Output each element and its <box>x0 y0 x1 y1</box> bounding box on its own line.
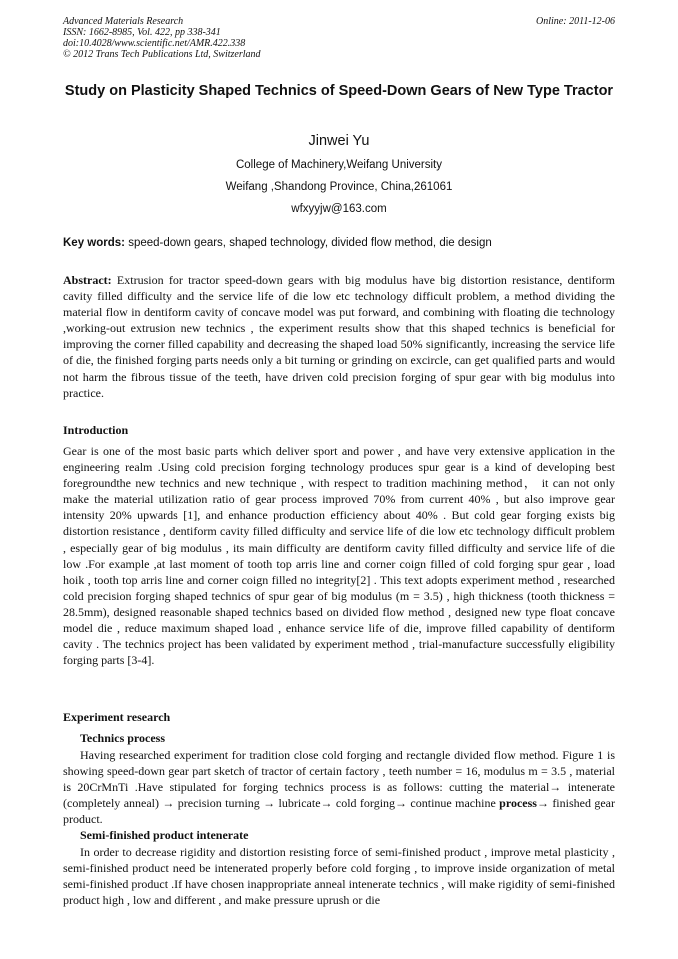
doi-line: doi:10.4028/www.scientific.net/AMR.422.338 <box>63 38 246 49</box>
introduction-heading: Introduction <box>63 423 129 437</box>
author-address: Weifang ,Shandong Province, China,261061 <box>225 181 453 193</box>
journal-meta <box>63 16 261 60</box>
technics-process-heading: Technics process <box>80 731 166 745</box>
journal-name: Advanced Materials Research <box>63 16 184 27</box>
experiment-heading: Experiment research <box>63 710 171 724</box>
online-date: Online: 2011-12-06 <box>536 16 615 27</box>
introduction-text: Gear is one of the most basic parts which deliver sport and power , and have very extensive application in the engineering realm .Using cold precision forging technology produces spur gear is a kind of developing best foregroundthe new technics and new technique , with respect to tradition machining method， it can not only make the material utilization ratio of gear process improved 70% from current 40% , but also improve gear intensity 20% upwards [1], and enhance production efficiency about 40% . But cold gear forging exists big distortion resistance , dentiform cavity filled difficulty and service life of die low etc technology difficult problem , especially gear of big modulus , its main difficulty are dentiform cavity filled difficulty and service life of die low .For example ,at last moment of tooth top arris line and corner coign filled of cold forging spur gear , load hoik , tooth top arris line and corner coign filled no integrity[2] . This text adopts experiment method , researched cold precision forging shaped technics of spur gear of big modulus (m = 3.5) , high thickness (tooth thickness = 28.5mm), designed reasonable shaped technics based on divided flow method , designed new type float concave model die , reduce maximum shaped load , enhance service life of die, improve filled capability of dentiform cavity . The technics project has been validated by experiment method , trial-manufacture successfully eligibility forging parts [3-4]. <box>63 444 615 668</box>
semi-finished-text: In order to decrease rigidity and distortion resisting force of semi-finished product , improve metal plasticity , semi-finished product need be intenerated properly before cold forging , to improve inside organization of metal semi-finished product .If have chosen inappropriate anneal intenerate technics , will make rigidity of semi-finished product high , low and different , and make pressure uprush or die <box>63 845 615 908</box>
abstract <box>63 272 615 401</box>
technics-process-text <box>63 747 615 827</box>
technics-text-a: Having researched experiment for tradition close cold forging and rectangle divided flow method. Figure 1 is showing speed-down gear part sketch of tractor of certain factory , teeth number = 16, modulus m = 3.5 , material is 20CrMnTi .Have stipulated for forging technics process is as follows: cutting the material→ intenerate (completely anneal) → precision turning → lubricate→ cold forging→ continue machine <box>63 748 615 811</box>
keywords <box>63 236 623 250</box>
keywords-text: speed-down gears, shaped technology, divided flow method, die design <box>125 237 492 249</box>
author-affiliation: College of Machinery,Weifang University <box>235 159 443 171</box>
abstract-text: Extrusion for tractor speed-down gears with big modulus have big distortion resistance, dentiform cavity filled difficulty and the service life of die low etc technology difficult problem, a method dividing the material flow in dentiform cavity of concave model was put forward, and combining with floating die technology ,working-out extrusion new technics , the experiment results show that this shaped technics is beneficial for improving the corner filled capability and decreasing the shaped load 50% significantly, increasing the service life of die, the finished forging parts needs only a bit turning or grinding on excircle, can get qualified parts and would not harm the fibrous tissue of the teeth, have driven cold precision forging of spur gear with big modulus into practice. <box>63 273 615 400</box>
author-email: wfxyyjw@163.com <box>291 203 387 215</box>
issn-line: ISSN: 1662-8985, Vol. 422, pp 338-341 <box>63 27 221 38</box>
author-name: Jinwei Yu <box>308 133 370 149</box>
copyright-line: © 2012 Trans Tech Publications Ltd, Switzerland <box>63 49 261 60</box>
technics-bold-word: process <box>499 796 537 811</box>
semi-finished-heading: Semi-finished product intenerate <box>80 828 249 842</box>
paper-title: Study on Plasticity Shaped Technics of Speed-Down Gears of New Type Tractor <box>64 83 614 99</box>
technics-text-b: → finished gear product. <box>63 796 616 827</box>
abstract-label: Abstract: <box>63 273 112 287</box>
keywords-label: Key words: <box>63 237 125 249</box>
